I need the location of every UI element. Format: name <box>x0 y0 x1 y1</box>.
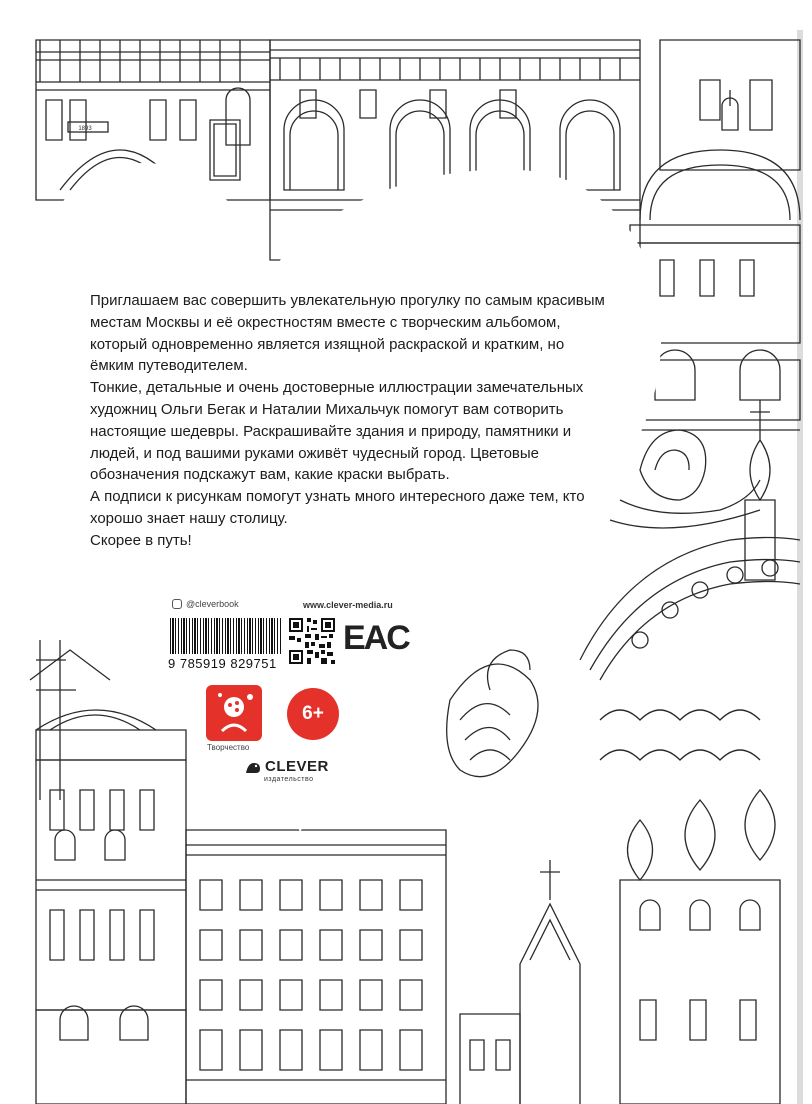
certification-mark: EAC <box>343 619 409 657</box>
creativity-badge <box>206 685 262 741</box>
website-url: www.clever-media.ru <box>303 600 393 610</box>
building-sign: 1893 <box>78 126 92 132</box>
isbn-barcode <box>170 618 282 654</box>
publisher-logo <box>244 758 329 775</box>
social-handle <box>172 599 239 609</box>
isbn-number: 9 785919 829751 <box>168 656 277 671</box>
instagram-icon <box>172 599 182 609</box>
publisher-name: CLEVER <box>265 758 329 775</box>
cover-description <box>90 290 610 552</box>
creativity-icon <box>206 685 262 741</box>
publisher-mascot-icon <box>244 759 262 775</box>
description-paragraph: А подписи к рисункам помогут узнать много интересного даже тем, кто хорошо знает нашу столицу. <box>90 488 585 527</box>
creativity-label: Творчество <box>207 743 250 752</box>
qr-code <box>289 618 335 664</box>
description-paragraph: Тонкие, детальные и очень достоверные иллюстрации замечательных художниц Ольги Бегак и Наталии Михальчук помогут вам сотворить настоящие шедевры. Раскрашивайте здания и природу, памятники и людей, и под вашими руками оживёт чудесный город. Цветовые обозначения подскажут вам, какие краски выбрать. <box>90 379 584 484</box>
age-rating-badge: 6+ <box>287 688 339 740</box>
publisher-subtitle: издательство <box>264 776 314 783</box>
description-paragraph: Приглашаем вас совершить увлекательную прогулку по самым красивым местам Москвы и её окрестностям вместе с творческим альбомом, который одновременно является изящной раскраской и кратким, но ёмким путеводителем. <box>90 292 605 375</box>
social-handle-text: @cleverbook <box>186 599 239 609</box>
description-paragraph: Скорее в путь! <box>90 531 192 549</box>
